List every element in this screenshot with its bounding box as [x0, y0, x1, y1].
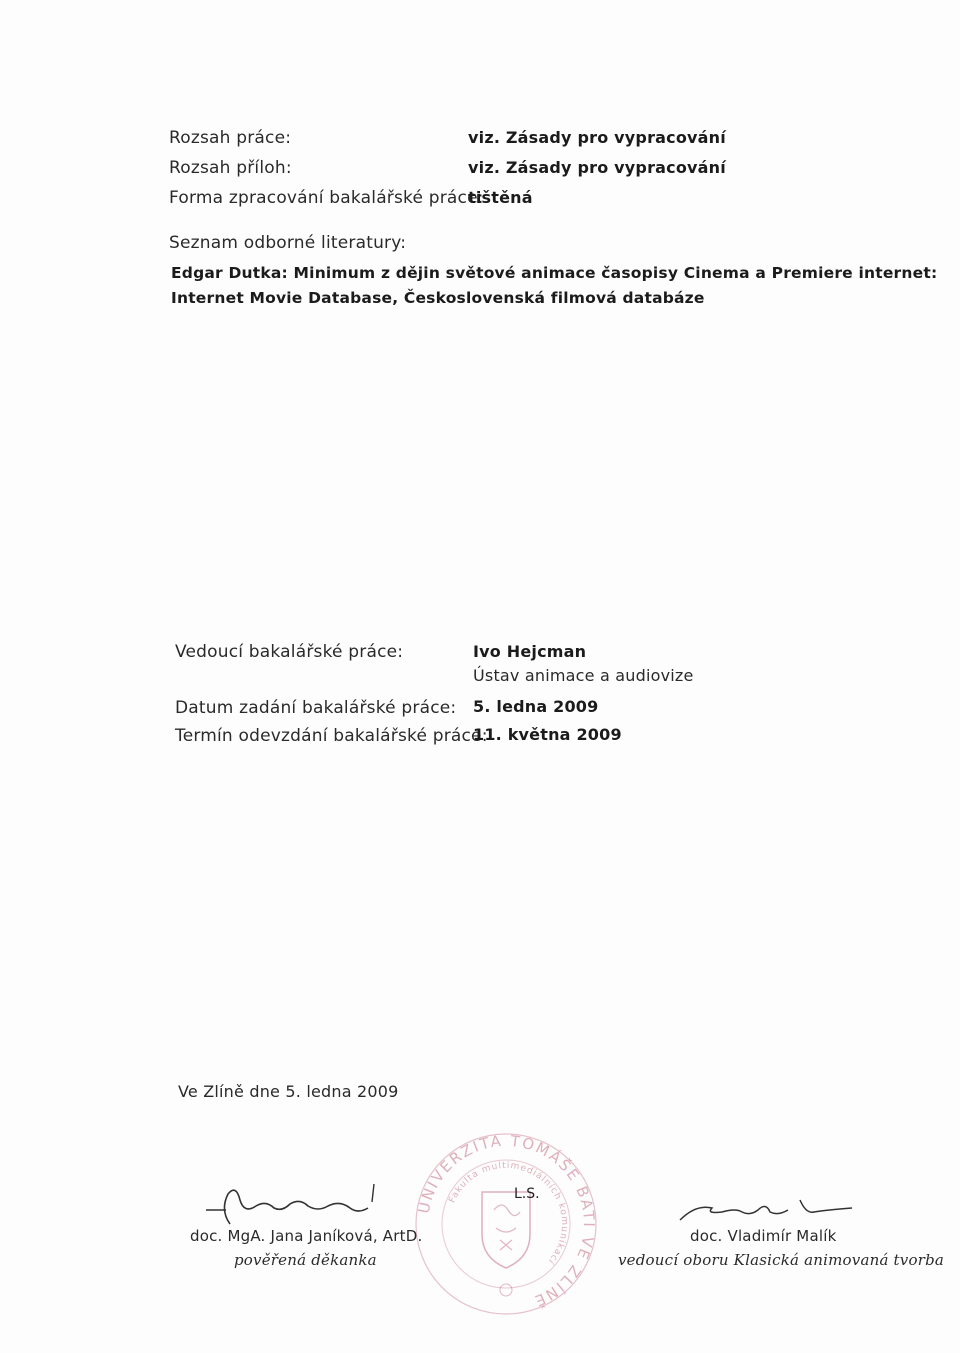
stamp-outer-text: UNIVERZITA TOMÁŠE BATI VE ZLÍNĚ	[414, 1131, 599, 1311]
supervisor-department: Ústav animace a audiovize	[473, 666, 694, 685]
right-signatory-name: doc. Vladimír Malík	[690, 1227, 837, 1245]
stamp-inner-text: Fakulta multimediálních komunikací	[447, 1160, 570, 1267]
left-signatory-name: doc. MgA. Jana Janíková, ArtD.	[190, 1227, 423, 1245]
scope-label: Rozsah práce:	[169, 128, 292, 148]
supervisor-label: Vedoucí bakalářské práce:	[175, 642, 404, 662]
university-stamp	[412, 1130, 600, 1318]
attachments-value: viz. Zásady pro vypracování	[468, 158, 726, 177]
right-signatory-role: vedoucí oboru Klasická animovaná tvorba	[618, 1251, 945, 1269]
supervisor-name: Ivo Hejcman	[473, 642, 587, 661]
left-signature-icon	[200, 1180, 400, 1230]
literature-line-1: Edgar Dutka: Minimum z dějin světové animace časopisy Cinema a Premiere internet:	[171, 264, 938, 282]
stamp-ls-mark: L.S.	[514, 1186, 540, 1202]
form-value: tištěná	[468, 188, 533, 207]
submission-date-label: Termín odevzdání bakalářské práce:	[175, 726, 488, 746]
place-date: Ve Zlíně dne 5. ledna 2009	[178, 1082, 399, 1101]
left-signatory-role: pověřená děkanka	[234, 1251, 377, 1269]
literature-heading: Seznam odborné literatury:	[169, 233, 407, 253]
assignment-date-value: 5. ledna 2009	[473, 697, 599, 716]
attachments-label: Rozsah příloh:	[169, 158, 292, 178]
form-label: Forma zpracování bakalářské práce:	[169, 188, 484, 208]
scope-value: viz. Zásady pro vypracování	[468, 128, 726, 147]
assignment-date-label: Datum zadání bakalářské práce:	[175, 698, 457, 718]
literature-line-2: Internet Movie Database, Československá filmová databáze	[171, 289, 705, 307]
right-signature-icon	[676, 1190, 856, 1230]
submission-date-value: 11. května 2009	[473, 725, 622, 744]
